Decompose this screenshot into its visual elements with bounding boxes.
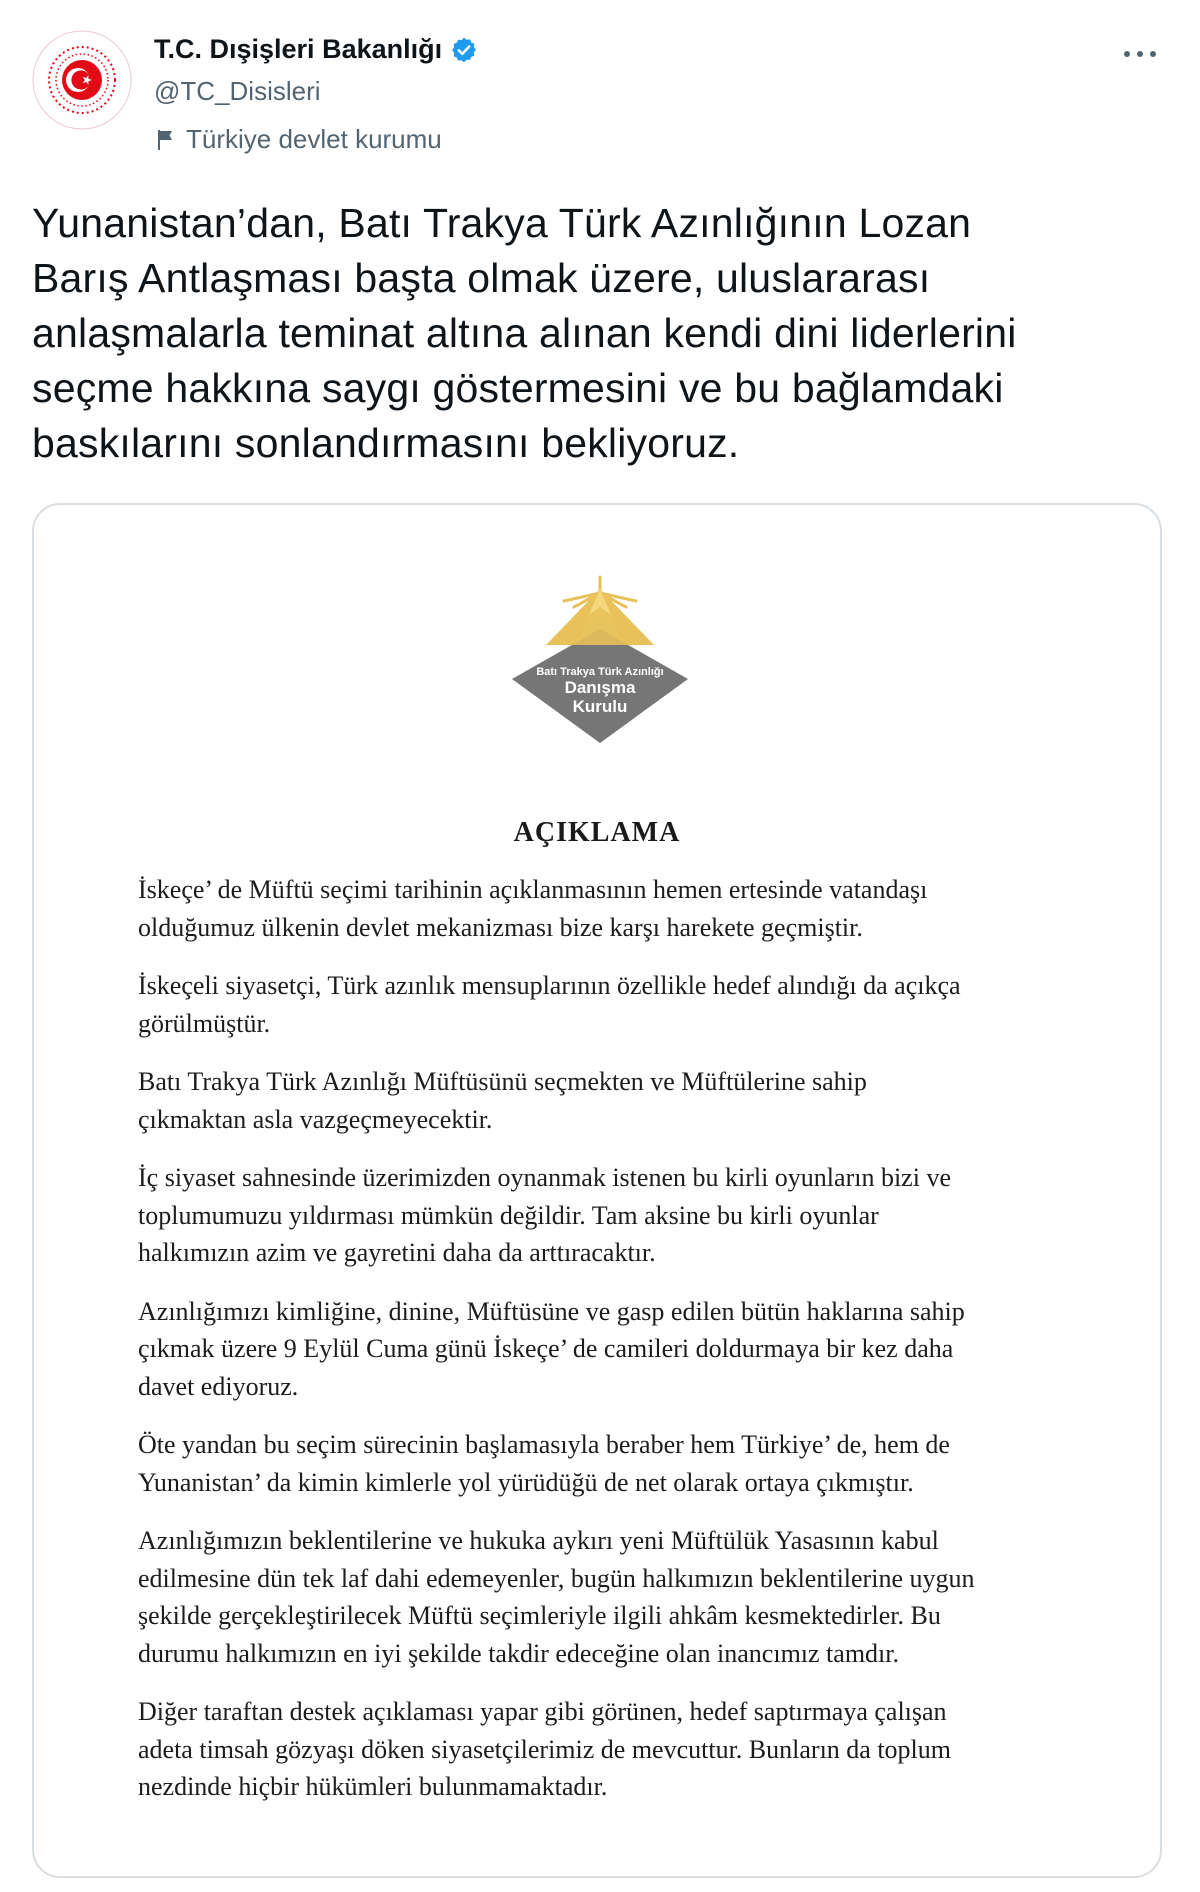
document-line: çıkmaktan asla vazgeçmeyecektir. xyxy=(138,1104,493,1134)
document-line: şekilde gerçekleştirilecek Müftü seçimleriyle ilgili ahkâm kesmektedirler. Bu xyxy=(138,1601,941,1630)
document-paragraph xyxy=(138,1063,1098,1138)
tweet-text-line: Yunanistan’dan, Batı Trakya Türk Azınlığının Lozan xyxy=(32,200,972,246)
document-paragraph xyxy=(138,967,1098,1042)
document-line: çıkmak üzere 9 Eylül Cuma günü İskeçe’ de camileri doldurmaya bir kez daha xyxy=(138,1334,954,1363)
document-paragraph xyxy=(138,1426,1098,1501)
document-paragraph xyxy=(138,1159,1098,1272)
document-line: edilmesine dün tek laf dahi edemeyenler, bugün halkımızın beklentilerine uygun xyxy=(138,1563,975,1593)
logo-line-1: Batı Trakya Türk Azınlığı xyxy=(536,666,664,678)
flag-icon xyxy=(156,128,176,152)
tweet-text-line: seçme hakkına saygı göstermesini ve bu bağlamdaki xyxy=(32,365,1004,411)
document-line: toplumumuzu yıldırması mümkün değildir. Tam aksine bu kirli oyunlar xyxy=(138,1200,879,1230)
more-options-button[interactable] xyxy=(1118,36,1162,72)
tweet-text-line: Barış Antlaşması başta olmak üzere, uluslararası xyxy=(32,255,931,301)
more-dots-icon xyxy=(1122,49,1158,59)
government-label[interactable] xyxy=(156,124,442,155)
document-line: İç siyaset sahnesinde üzerimizden oynanmak istenen bu kirli oyunların bizi ve xyxy=(138,1163,951,1192)
tweet-text xyxy=(32,196,1172,471)
document-line: Azınlığımızın beklentilerine ve hukuka aykırı yeni Müftülük Yasasının kabul xyxy=(138,1526,939,1555)
document-line: Öte yandan bu seçim sürecinin başlamasıyla beraber hem Türkiye’ de, hem de xyxy=(138,1430,950,1459)
tweet-media-image[interactable] xyxy=(32,503,1162,1878)
logo-line-2: Danışma xyxy=(564,678,636,697)
tweet-header xyxy=(32,30,1168,170)
document-line: davet ediyoruz. xyxy=(138,1371,299,1401)
logo-line-3: Kurulu xyxy=(572,697,628,716)
document-title: AÇIKLAMA xyxy=(513,817,681,848)
turkish-flag-emblem-icon xyxy=(32,30,132,130)
government-label-text: Türkiye devlet kurumu xyxy=(186,124,442,154)
document-line: Yunanistan’ da kimin kimlerle yol yürüdüğü de net olarak ortaya çıkmıştır. xyxy=(138,1467,914,1497)
document-line: İskeçe’ de Müftü seçimi tarihinin açıklanmasının hemen ertesinde vatandaşı xyxy=(138,875,928,904)
author-handle[interactable]: @TC_Disisleri xyxy=(154,76,321,106)
document-line: halkımızın azim ve gayretini daha da arttıracaktır. xyxy=(138,1238,656,1267)
document-line: İskeçeli siyasetçi, Türk azınlık mensuplarının özellikle hedef alındığı da açıkça xyxy=(138,971,961,1000)
document-line: olduğumuz ülkenin devlet mekanizması bize karşı harekete geçmiştir. xyxy=(138,912,863,942)
organization-logo xyxy=(504,567,696,747)
document-line: adeta timsah gözyaşı döken siyasetçilerimiz de mevcuttur. Bunların da toplum xyxy=(138,1734,952,1764)
author-name-row xyxy=(154,34,478,65)
document-line: durumu halkımızın en iyi şekilde takdir edeceğine olan inancımız tamdır. xyxy=(138,1638,899,1668)
document-line: Batı Trakya Türk Azınlığı Müftüsünü seçmekten ve Müftülerine sahip xyxy=(138,1067,867,1096)
document-paragraph xyxy=(138,1693,1098,1806)
verified-badge-icon xyxy=(450,36,478,64)
document-body xyxy=(138,871,1098,1827)
document-paragraph xyxy=(138,871,1098,946)
document-line: görülmüştür. xyxy=(138,1008,271,1038)
document-line: Diğer taraftan destek açıklaması yapar gibi görünen, hedef saptırmaya çalışan xyxy=(138,1697,947,1726)
document-line: Azınlığımızı kimliğine, dinine, Müftüsüne ve gasp edilen bütün haklarına sahip xyxy=(138,1296,965,1326)
document-line: nezdinde hiçbir hükümleri bulunmamaktadır. xyxy=(138,1772,608,1801)
document-paragraph xyxy=(138,1522,1098,1672)
avatar[interactable] xyxy=(32,30,132,130)
author-name[interactable]: T.C. Dışişleri Bakanlığı xyxy=(154,34,443,64)
document-paragraph xyxy=(138,1293,1098,1406)
tweet-text-line: baskılarını sonlandırmasını bekliyoruz. xyxy=(32,420,740,466)
tweet-text-line: anlaşmalarla teminat altına alınan kendi dini liderlerini xyxy=(32,310,1017,356)
